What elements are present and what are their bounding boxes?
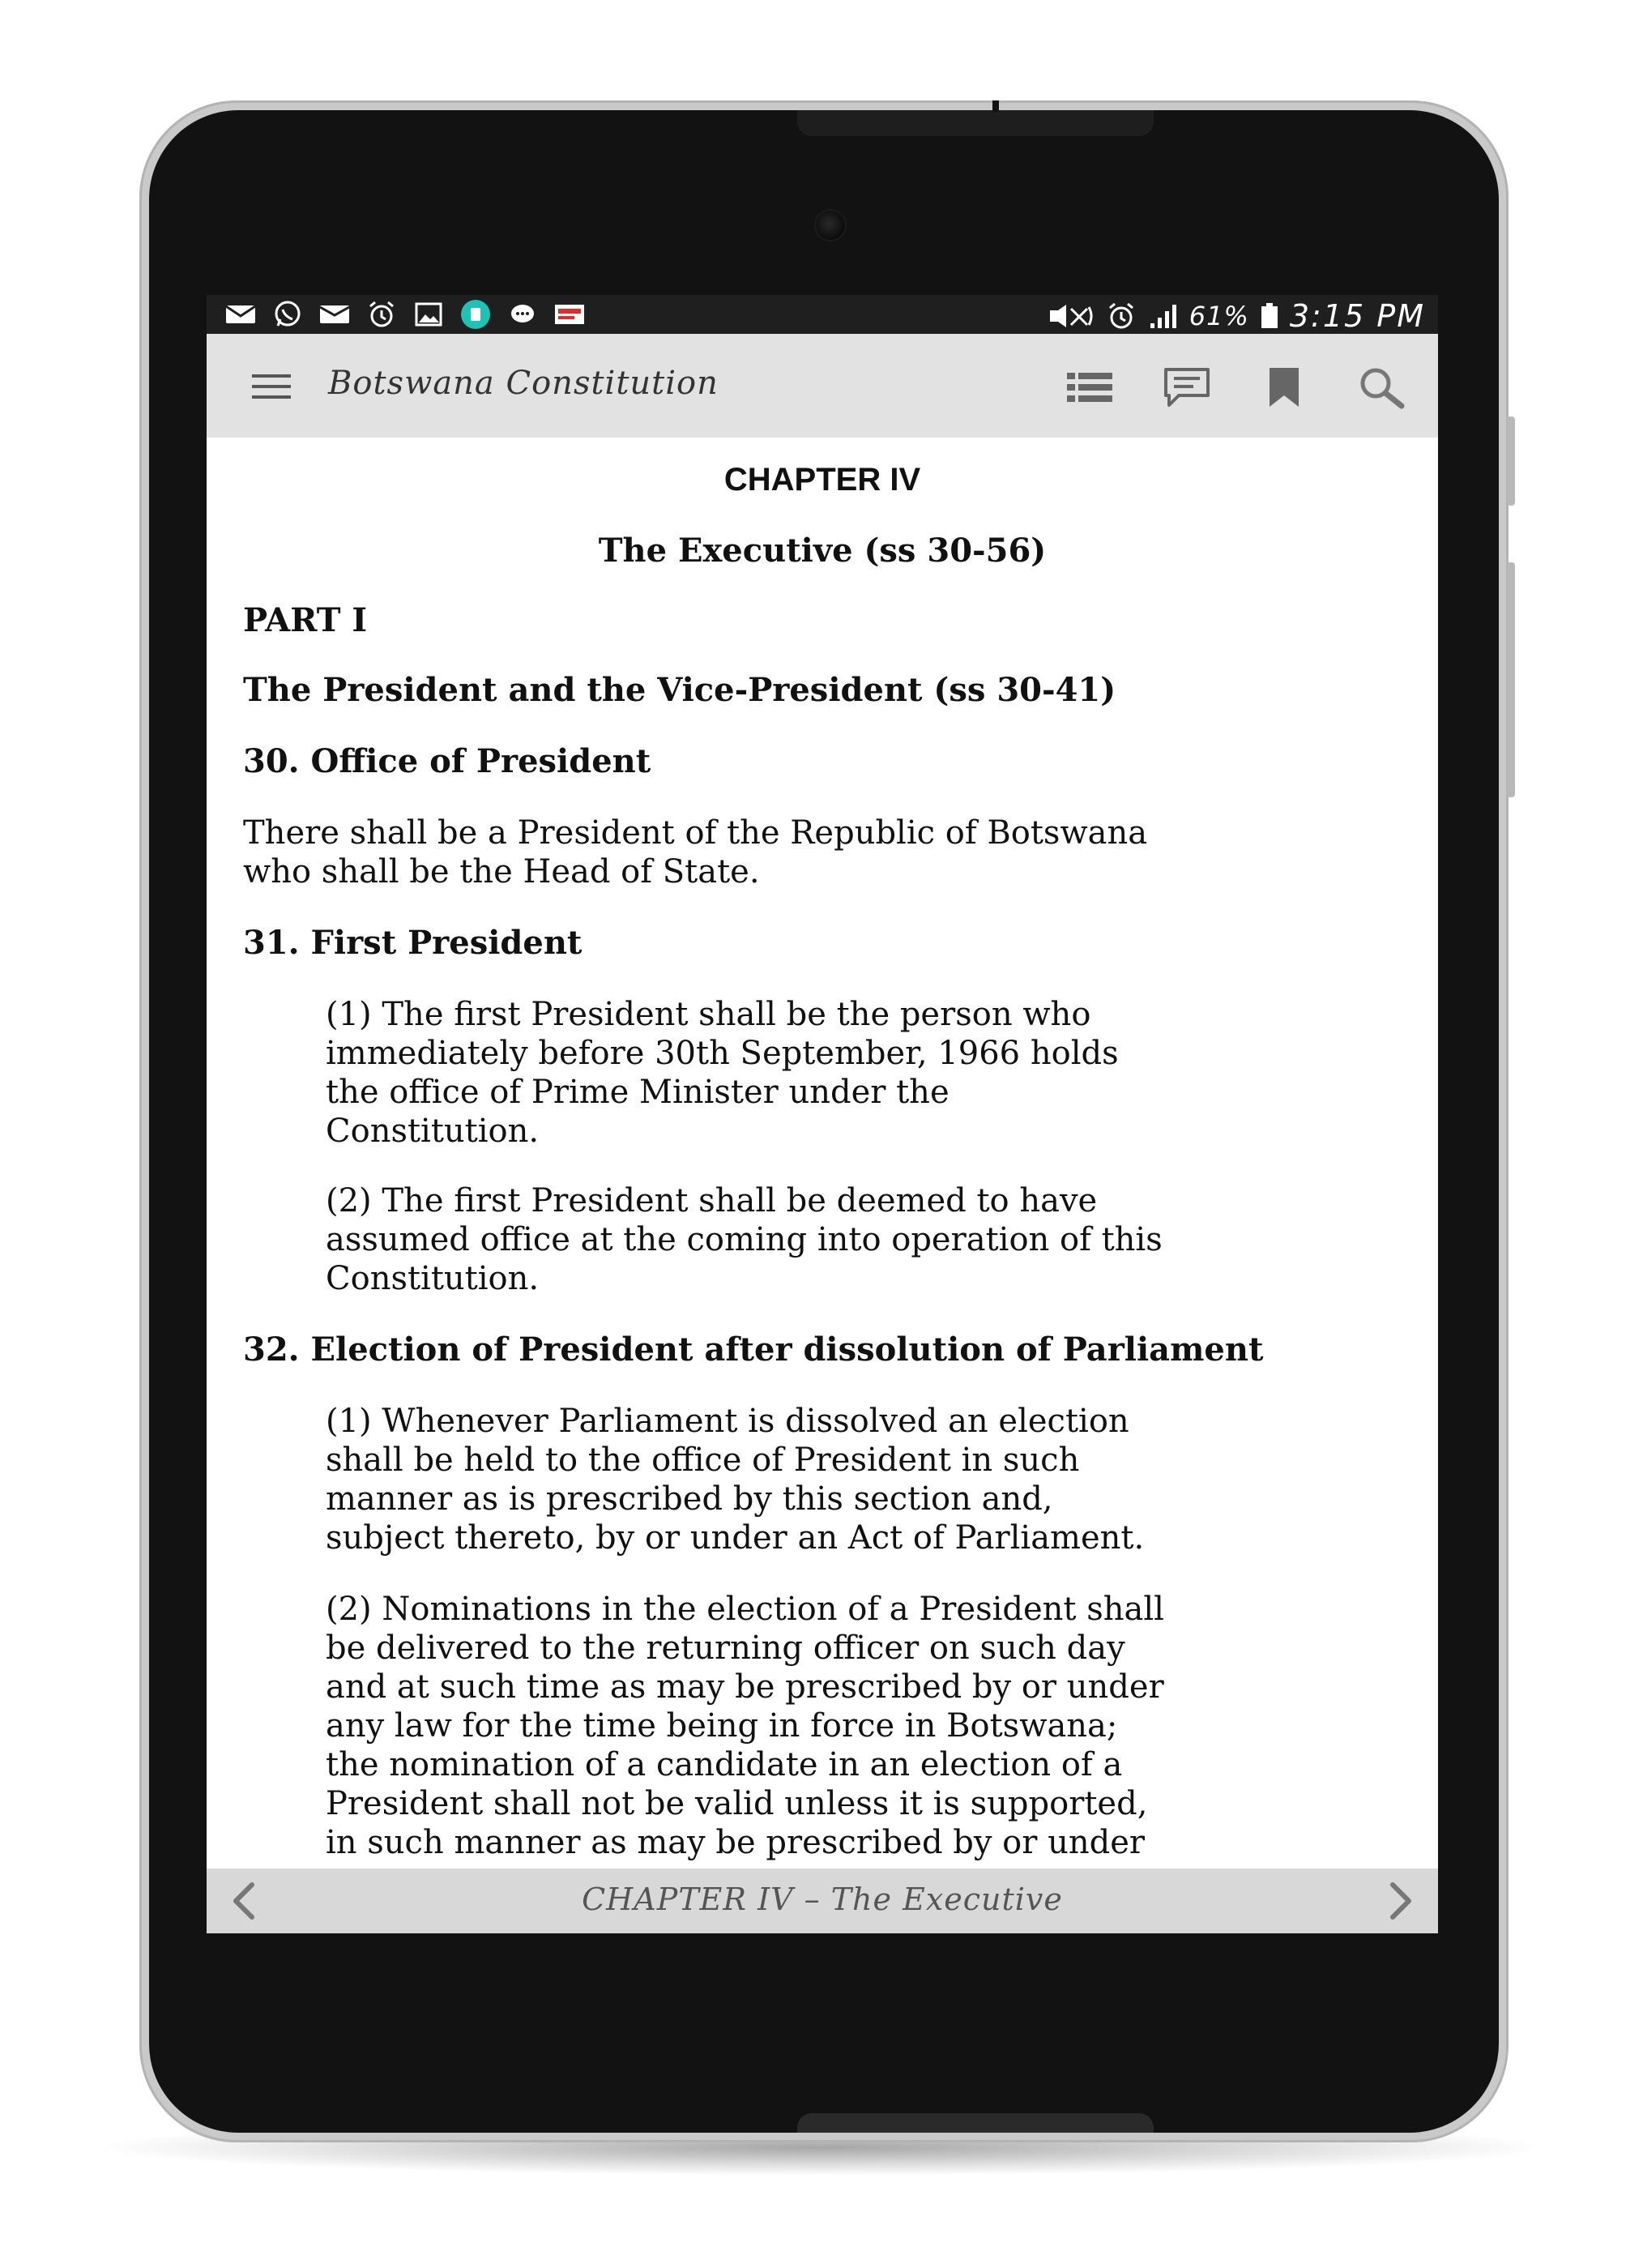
chapter-subtitle: The Executive (ss 30-56) [598, 532, 1047, 570]
section-31-heading: 31. First President [243, 924, 583, 962]
list-icon[interactable] [1065, 365, 1114, 410]
section-30-line-2: who shall be the Head of State. [243, 853, 760, 891]
section-32-p2-line-3: and at such time as may be prescribed by or under [326, 1668, 1164, 1706]
section-32-p1-line-3: manner as is prescribed by this section and, [326, 1480, 1053, 1518]
chevron-right-icon[interactable] [1375, 1877, 1423, 1925]
chat-icon [506, 301, 539, 327]
section-32-p2-line-7: in such manner as may be prescribed by or under [326, 1824, 1146, 1861]
section-31-p2-line-1: (2) The first President shall be deemed to have [326, 1182, 1098, 1219]
message-icon [318, 301, 351, 327]
gallery-icon [412, 301, 445, 327]
camera-icon [816, 211, 845, 240]
whatsapp-icon [271, 301, 304, 327]
search-icon[interactable] [1357, 365, 1406, 410]
section-32-p1-line-2: shall be held to the office of President in such [326, 1442, 1080, 1479]
section-30-line-1: There shall be a President of the Republic of Botswana [243, 814, 1148, 852]
volume-button [1507, 416, 1515, 506]
status-right-icons [1047, 298, 1425, 334]
section-32-p2-line-6: President shall not be valid unless it is supported, [326, 1785, 1148, 1822]
power-button [1507, 562, 1515, 797]
section-31-p2-line-2: assumed office at the coming into operation of this [326, 1221, 1163, 1258]
section-31-p2-line-3: Constitution. [326, 1260, 540, 1297]
current-chapter-title: CHAPTER IV – The Executive [582, 1881, 1063, 1917]
bottom-notch [797, 2113, 1154, 2133]
part-title: The President and the Vice-President (ss 30-41) [243, 671, 1116, 709]
section-32-p2-line-4: any law for the time being in force in Botswana; [326, 1707, 1118, 1745]
app-icon [459, 301, 492, 327]
section-30-heading: 30. Office of President [243, 742, 651, 780]
notification-icon [553, 301, 586, 327]
mute-icon [1047, 303, 1095, 329]
app-title: Botswana Constitution [328, 365, 719, 402]
section-32-p1-line-1: (1) Whenever Parliament is dissolved an election [326, 1403, 1129, 1440]
document-content[interactable] [207, 438, 1438, 1861]
status-left-icons [224, 301, 586, 327]
status-time: 3:15 PM [1289, 298, 1425, 334]
app-bar [207, 334, 1438, 438]
chapter-nav-bar [207, 1869, 1438, 1933]
section-31-p1-line-3: the office of Prime Minister under the [326, 1074, 950, 1111]
status-bar [207, 295, 1438, 334]
device-screen [207, 295, 1438, 1933]
alarm-icon [1105, 303, 1137, 329]
chapter-heading: CHAPTER IV [723, 462, 921, 498]
top-pin [992, 100, 999, 112]
section-31-p1-line-2: immediately before 30th September, 1966 holds [326, 1035, 1119, 1072]
email-icon [224, 301, 257, 327]
signal-icon [1147, 303, 1180, 329]
battery-icon [1259, 303, 1280, 329]
section-31-p1-line-1: (1) The first President shall be the person who [326, 996, 1091, 1033]
battery-percent: 61% [1189, 301, 1249, 331]
alarm-icon [365, 301, 398, 327]
section-31-p1-line-4: Constitution. [326, 1113, 540, 1150]
top-notch [797, 110, 1154, 136]
notes-icon[interactable] [1163, 365, 1211, 410]
section-32-p2-line-5: the nomination of a candidate in an election of a [326, 1746, 1123, 1783]
menu-icon[interactable] [252, 373, 291, 400]
section-32-p2-line-2: be delivered to the returning officer on such day [326, 1629, 1125, 1667]
section-32-heading: 32. Election of President after dissolution of Parliament [243, 1330, 1264, 1369]
section-32-p2-line-1: (2) Nominations in the election of a President shall [326, 1591, 1164, 1628]
bookmark-icon[interactable] [1260, 365, 1308, 410]
part-heading: PART I [243, 601, 368, 639]
section-32-p1-line-4: subject thereto, by or under an Act of Parliament. [326, 1519, 1145, 1557]
